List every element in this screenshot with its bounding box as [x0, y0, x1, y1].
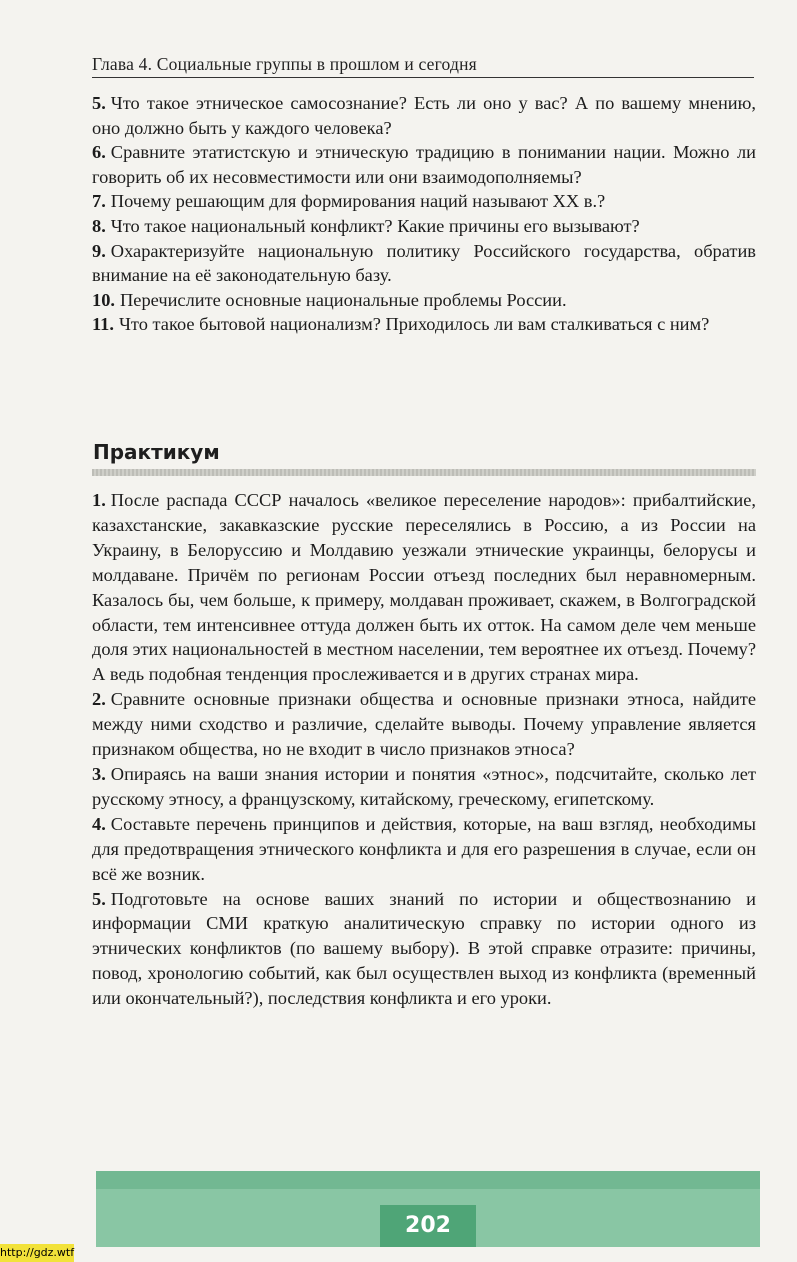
question-number: 5. — [92, 93, 106, 113]
question-item — [92, 239, 756, 288]
question-text: Сравните этатистскую и этническую традицию в понимании нации. Можно ли говорить об их несовместимости или они взаимодополняемы? — [92, 142, 756, 187]
questions-list — [92, 91, 756, 337]
practicum-number: 1. — [92, 490, 106, 510]
question-item — [92, 140, 756, 189]
question-number: 9. — [92, 240, 106, 261]
page-number: 202 — [380, 1205, 476, 1247]
question-text: Перечислите основные национальные проблемы России. — [120, 289, 567, 310]
practicum-number: 5. — [92, 888, 106, 909]
practicum-text: Опираясь на ваши знания истории и понятия «этнос», подсчитайте, сколько лет русскому этносу, а французскому, китайскому, греческому, египетскому. — [92, 763, 756, 809]
chapter-title: Глава 4. Социальные группы в прошлом и сегодня — [92, 54, 477, 74]
practicum-item — [92, 812, 756, 887]
practicum-text: Сравните основные признаки общества и основные признаки этноса, найдите между ними сходство и различие, сделайте выводы. Почему управление является признаком общества, но не входит в число признаков этноса? — [92, 689, 756, 760]
practicum-text: После распада СССР началось «великое переселение народов»: прибалтийские, казахстанские, закавказские русские переселялись в Россию, а из России на Украину, в Белоруссию и Молдавию уезжали этнические украинцы, белорусы и молдаване. Причём по регионам России отъезд последних был неравномерным. Казалось бы, чем больше, к примеру, молдаван проживает, скажем, в Волгоградской области, тем интенсивнее оттуда должен быть их отток. На самом деле чем меньше доля этих национальностей в местном населении, тем вероятнее их отъезд. Почему? А ведь подобная тенденция прослеживается и в других странах мира. — [92, 490, 756, 685]
question-text: Что такое национальный конфликт? Какие причины его вызывают? — [110, 215, 640, 236]
question-number: 8. — [92, 215, 106, 236]
section-divider — [92, 469, 756, 476]
question-text: Почему решающим для формирования наций называют XX в.? — [110, 191, 606, 212]
question-item — [92, 189, 756, 214]
practicum-item — [92, 687, 756, 762]
question-number: 11. — [92, 314, 114, 335]
watermark-link[interactable]: http://gdz.wtf — [0, 1244, 74, 1262]
question-text: Что такое бытовой национализм? Приходилось ли вам сталкиваться с ним? — [118, 314, 710, 335]
practicum-item — [92, 887, 756, 1012]
question-item — [92, 91, 756, 140]
question-text: Что такое этническое самосознание? Есть ли оно у вас? А по вашему мнению, оно должно быть у каждого человека? — [92, 93, 756, 138]
question-number: 10. — [92, 289, 115, 310]
practicum-item — [92, 488, 756, 687]
practicum-number: 4. — [92, 813, 106, 834]
practicum-number: 2. — [92, 689, 106, 710]
practicum-text: Подготовьте на основе ваших знаний по истории и обществознанию и информации СМИ краткую аналитическую справку по истории одного из этнических конфликтов (по вашему выбору). В этой справке отразите: причины, повод, хронологию событий, как был осуществлен выход из конфликта (временный или окончательный?), последствия конфликта и его уроки. — [92, 888, 756, 1009]
practicum-number: 3. — [92, 763, 106, 784]
practicum-list — [92, 488, 756, 1011]
practicum-text: Составьте перечень принципов и действия, которые, на ваш взгляд, необходимы для предотвращения этнического конфликта и для его разрешения в случае, если он всё же возник. — [92, 813, 756, 884]
question-number: 6. — [92, 142, 106, 163]
section-title-practicum: Практикум — [93, 440, 220, 464]
footer-band-stripe — [96, 1171, 760, 1189]
question-item — [92, 214, 756, 239]
question-item — [92, 312, 756, 337]
question-item — [92, 288, 756, 313]
question-text: Охарактеризуйте национальную политику Российского государства, обратив внимание на её законодательную базу. — [92, 240, 756, 286]
practicum-item — [92, 762, 756, 812]
chapter-header — [92, 54, 754, 78]
question-number: 7. — [92, 191, 106, 212]
